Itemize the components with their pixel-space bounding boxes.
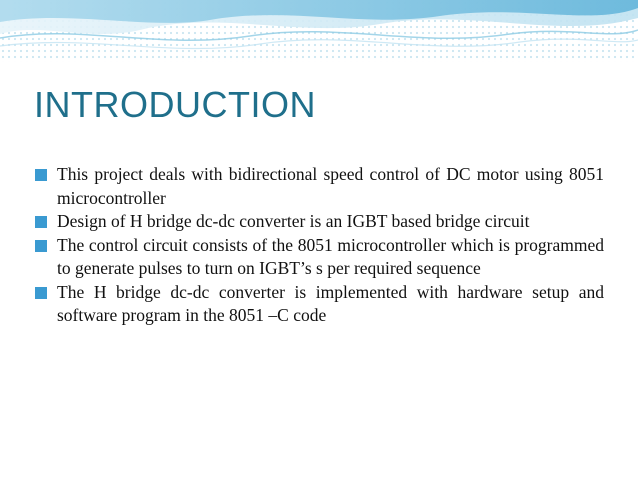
bullet-text: The control circuit consists of the 8051 microcontroller which is programmed to generate pulses to turn on IGBT’s s per required sequence: [57, 234, 604, 278]
bullet-text: This project deals with bidirectional speed control of DC motor using 8051 microcontroller: [57, 164, 604, 208]
slide-title: INTRODUCTION: [34, 84, 316, 125]
square-bullet-icon: [34, 286, 48, 300]
bullet-item: [34, 163, 604, 210]
bullet-text: The H bridge dc-dc converter is implemented with hardware setup and software program in the 8051 –C code: [57, 281, 604, 325]
bullet-item: [34, 210, 604, 234]
square-bullet-icon: [34, 168, 48, 182]
square-bullet-icon: [34, 215, 48, 229]
bullet-item: [34, 281, 604, 328]
bullet-list: [34, 163, 604, 328]
square-bullet-icon: [34, 239, 48, 253]
bullet-text: Design of H bridge dc-dc converter is an IGBT based bridge circuit: [57, 211, 530, 231]
header-wave-decoration: [0, 0, 638, 62]
bullet-item: [34, 234, 604, 281]
